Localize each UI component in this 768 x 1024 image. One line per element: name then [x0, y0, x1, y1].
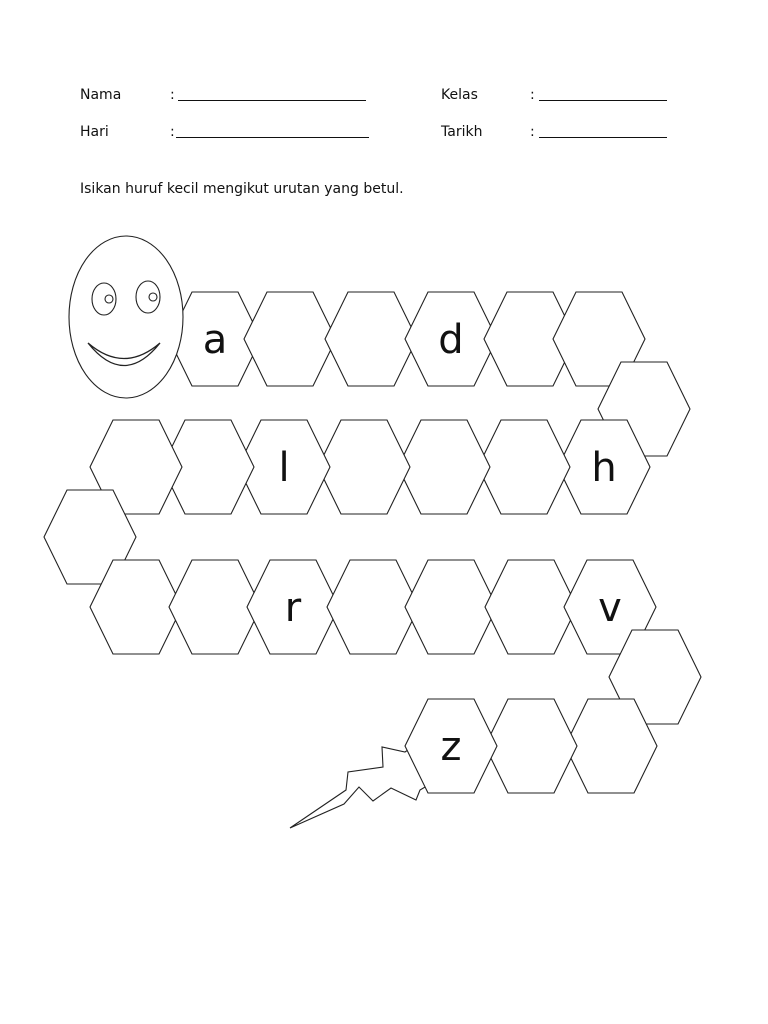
hex-letter: r — [284, 585, 302, 631]
worm-head — [69, 236, 183, 398]
hex-segment-blank[interactable] — [485, 699, 577, 793]
hex-segment-blank[interactable] — [325, 292, 417, 386]
right-pupil-icon — [149, 293, 157, 301]
nama-colon: : — [170, 87, 175, 103]
kelas-colon: : — [530, 87, 535, 103]
tarikh-colon: : — [530, 124, 535, 140]
hari-colon: : — [170, 124, 175, 140]
hex-letter: l — [278, 445, 290, 491]
hex-letter: h — [591, 445, 617, 491]
hex-segment-blank[interactable] — [318, 420, 410, 514]
kelas-label: Kelas — [441, 87, 478, 103]
head-outline — [69, 236, 183, 398]
hex-letter: a — [202, 317, 228, 363]
hex-segment-blank[interactable] — [478, 420, 570, 514]
hex-letter: v — [598, 585, 622, 631]
instruction-text: Isikan huruf kecil mengikut urutan yang betul. — [80, 181, 404, 197]
hex-segment-blank[interactable] — [405, 560, 497, 654]
hex-letter: z — [440, 724, 462, 770]
hari-label: Hari — [80, 124, 109, 140]
tarikh-label: Tarikh — [441, 124, 483, 140]
hex-segment-blank[interactable] — [485, 560, 577, 654]
hex-letter: d — [438, 317, 464, 363]
hex-segment-blank[interactable] — [398, 420, 490, 514]
hex-segment-blank[interactable] — [244, 292, 336, 386]
nama-label: Nama — [80, 87, 122, 103]
left-pupil-icon — [105, 295, 113, 303]
